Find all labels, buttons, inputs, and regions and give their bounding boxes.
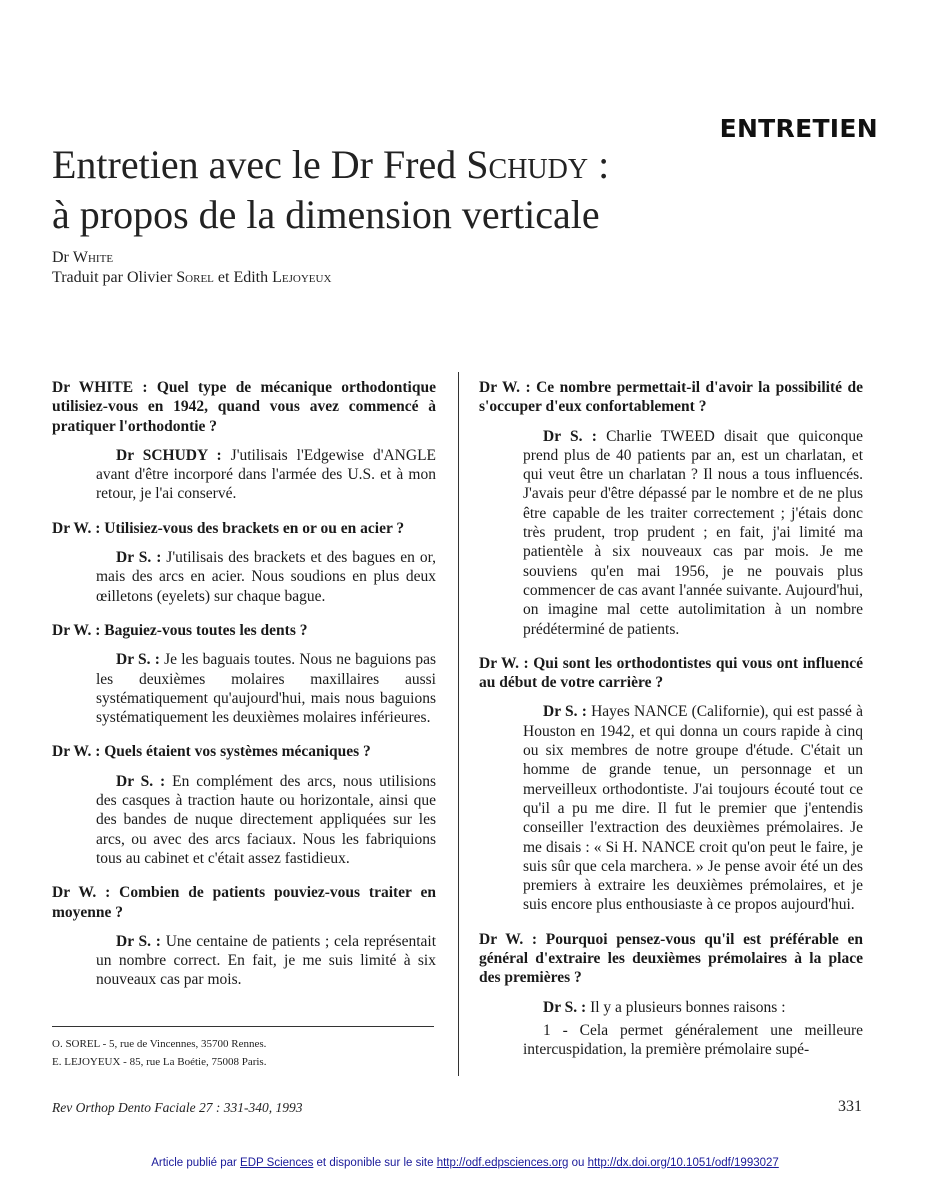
footnote-rule xyxy=(52,1026,434,1027)
translator-conjunction: et Edith xyxy=(213,269,273,286)
title-line1-prefix: Entretien avec le Dr Fred xyxy=(52,142,467,187)
answer-text: J'utilisais l'Edgewise d'ANGLE avant d'être incorporé dans l'armée des U.S. et à mon retour, je l'ai conservé. xyxy=(96,446,436,503)
question-5: Dr W. : Combien de patients pouviez-vous traiter en moyenne ? xyxy=(52,884,436,921)
title-line1-suffix: : xyxy=(588,142,610,187)
translator-name-1: Sorel xyxy=(176,269,214,286)
question-8: Dr W. : Pourquoi pensez-vous qu'il est préférable en général d'extraire les deuxièmes prémolaires à la place des premières ? xyxy=(479,930,863,987)
speaker-label: Dr S. : xyxy=(543,427,597,445)
author-block xyxy=(52,248,331,288)
question-3: Dr W. : Baguiez-vous toutes les dents ? xyxy=(52,621,308,639)
answer-text: J'utilisais des brackets et des bagues en or, mais des arcs en acier. Nous soudions en plus deux œilletons (eyelets) sur chaque bague. xyxy=(96,549,436,605)
question-2: Dr W. : Utilisiez-vous des brackets en or ou en acier ? xyxy=(52,519,405,537)
question-1: Dr WHITE : Quel type de mécanique orthodontique utilisiez-vous en 1942, quand vous avez commencé à pratiquer l'orthodontie ? xyxy=(52,379,436,435)
section-label: ENTRETIEN xyxy=(719,114,878,143)
answer-1 xyxy=(96,446,436,504)
answer-6 xyxy=(523,427,863,639)
question-6: Dr W. : Ce nombre permettait-il d'avoir la possibilité de s'occuper d'eux confortablement ? xyxy=(479,379,863,416)
reason-item-1: 1 - Cela permet généralement une meilleure intercuspidation, la première prémolaire supé- xyxy=(523,1021,863,1059)
speaker-label: Dr S. : xyxy=(543,998,587,1016)
article-title xyxy=(52,140,872,240)
answer-text: En complément des arcs, nous utilisions des casques à traction haute ou horizontale, ainsi que des bandes de nuque directement appliquées sur les arcs, ou avec des arcs faciaux. Nous les fabriquions tous au cabinet et c'était assez fastidieux. xyxy=(96,772,437,867)
speaker-label: Dr S. : xyxy=(116,932,161,950)
author-prefix: Dr xyxy=(52,249,73,266)
answer-8 xyxy=(523,998,863,1017)
answer-text: Hayes NANCE (Californie), qui est passé à Houston en 1942, et qui donna un cours rapide à cinq ou six membres de notre groupe d'étude. C'était un homme de grande tenue, un personnage et un merveilleux orthodontiste. J'ai toujours écouté tout ce qu'il a pu me dire. Il fut le premier que j'entendis conseiller l'extraction des deuxièmes prémolaires. Je me disais : « Si H. NANCE croit qu'on peut le faire, je suis sûr que cela marchera. » Je pense avoir été un des premiers à extraire les deuxièmes prémolaires, et je suis encore plus enthousiaste à ce propos aujourd'hui. xyxy=(523,703,863,914)
site-link[interactable]: http://odf.edpsciences.org xyxy=(436,1157,569,1169)
author-name: White xyxy=(72,249,114,266)
publisher-notice xyxy=(0,1157,930,1169)
answer-text: Il y a plusieurs bonnes raisons : xyxy=(586,998,786,1016)
title-line2: à propos de la dimension verticale xyxy=(52,192,600,237)
speaker-label: Dr S. : xyxy=(543,703,587,721)
answer-3 xyxy=(96,650,436,727)
translator-prefix: Traduit par Olivier xyxy=(52,269,177,286)
question-4: Dr W. : Quels étaient vos systèmes mécaniques ? xyxy=(52,743,371,761)
answer-text: Une centaine de patients ; cela représentait un nombre correct. En fait, je me suis limité à six nouveaux cas par mois. xyxy=(96,932,437,989)
publisher-notice-prefix: Article publié par xyxy=(151,1157,241,1169)
title-interviewee-name: Schudy xyxy=(466,142,589,187)
question-7: Dr W. : Qui sont les orthodontistes qui vous ont influencé au début de votre carrière ? xyxy=(479,654,863,692)
right-column xyxy=(479,378,863,1060)
speaker-label: Dr S. : xyxy=(116,651,160,669)
speaker-label: Dr S. : xyxy=(116,549,162,567)
translator-line xyxy=(52,268,331,288)
answer-7 xyxy=(523,702,863,914)
left-column xyxy=(52,378,436,1005)
column-divider xyxy=(458,372,459,1076)
answer-4 xyxy=(96,772,436,868)
answer-2 xyxy=(96,548,436,606)
speaker-label: Dr S. : xyxy=(116,772,166,790)
speaker-label: Dr SCHUDY : xyxy=(116,446,222,464)
doi-link[interactable]: http://dx.doi.org/10.1051/odf/1993027 xyxy=(587,1157,779,1169)
translator-name-2: Lejoyeux xyxy=(272,269,332,286)
footnote-lejoyeux: E. LEJOYEUX - 85, rue La Boétie, 75008 Paris. xyxy=(52,1056,267,1068)
answer-text: Je les baguais toutes. Nous ne baguions pas les deuxièmes molaires maxillaires aussi systématiquement qu'aujourd'hui, mais nous baguions systématiquement les deuxièmes molaires inférieures. xyxy=(96,651,436,727)
answer-5 xyxy=(96,932,436,990)
publisher-notice-middle: et disponible sur le site xyxy=(313,1157,437,1169)
journal-citation: Rev Orthop Dento Faciale 27 : 331-340, 1993 xyxy=(52,1100,303,1115)
publisher-notice-or: ou xyxy=(568,1157,588,1169)
publisher-link[interactable]: EDP Sciences xyxy=(240,1157,314,1169)
footnote-sorel: O. SOREL - 5, rue de Vincennes, 35700 Rennes. xyxy=(52,1038,267,1050)
answer-text: Charlie TWEED disait que quiconque prend plus de 40 patients par an, est un charlatan, et qui veut être un charlatan ? Il nous a tous influencés. J'avais peur d'être dépassé par le nombre et de ne plus être capable de les traiter correctement ; j'étais donc très prudent, trop prudent ; en fait, j'ai limité ma patientèle à six nouveaux cas par mois. Je me souviens qu'en mai 1956, je ne pouvais plus commencer de cas avant l'année suivante. Aujourd'hui, on imagine mal cette autolimitation à un nombre prédéterminé de patients. xyxy=(523,427,863,638)
author-line xyxy=(52,248,331,268)
page-number: 331 xyxy=(838,1098,862,1115)
